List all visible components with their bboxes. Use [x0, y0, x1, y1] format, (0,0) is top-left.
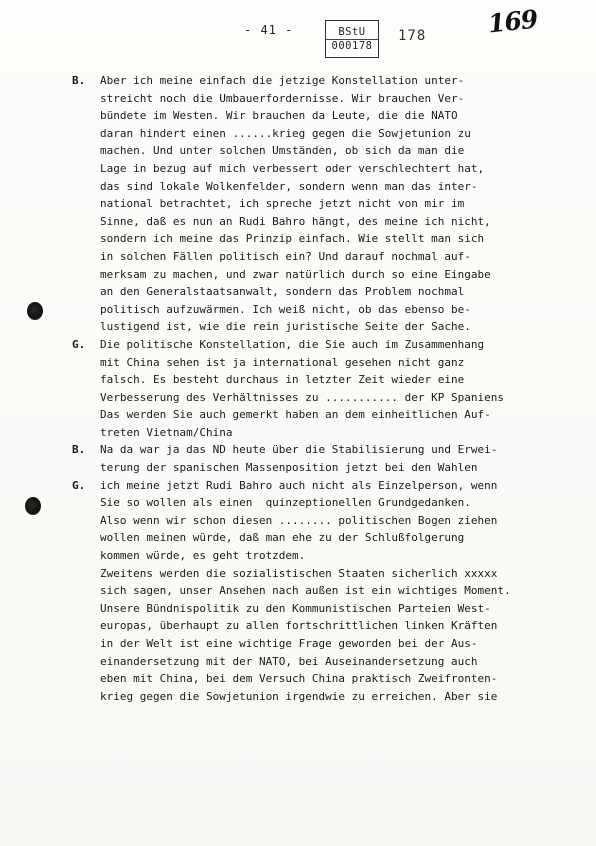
line-text: Aber ich meine einfach die jetzige Konstellation unter- — [100, 74, 465, 87]
line-text: Das werden Sie auch gemerkt haben an dem einheitlichen Auf- — [100, 408, 491, 422]
transcript-line — [76, 213, 526, 231]
line-text: eben mit China, bei dem Versuch China praktisch Zweifronten- — [100, 672, 498, 686]
transcript-line — [76, 617, 526, 635]
transcript-line — [76, 406, 526, 424]
transcript-line — [76, 248, 526, 266]
speaker-label: B. — [72, 443, 86, 457]
transcript-line — [76, 371, 526, 389]
page-number: - 41 - — [244, 23, 294, 37]
transcript-line — [76, 670, 526, 688]
line-text: merksam zu machen, und zwar natürlich durch so eine Eingabe — [100, 267, 491, 281]
transcript-line — [72, 72, 526, 90]
line-text: das sind lokale Wolkenfelder, sondern wenn man das inter- — [100, 179, 478, 193]
line-text: Lage in bezug auf mich verbessert oder verschlechtert hat, — [100, 161, 485, 175]
line-text: Zweitens werden die sozialistischen Staaten sicherlich xxxxx — [100, 566, 498, 580]
line-text: terung der spanischen Massenposition jetzt bei den Wahlen — [100, 461, 478, 475]
transcript-line — [76, 529, 526, 547]
transcript-line — [76, 635, 526, 653]
line-text: an den Generalstaatsanwalt, sondern das Problem nochmal — [100, 285, 465, 299]
transcript-line — [72, 441, 526, 459]
line-text: Also wenn wir schon diesen ........ politischen Bogen ziehen — [100, 513, 498, 527]
line-text: politisch aufzuwärmen. Ich weiß nicht, ob das ebenso be- — [100, 302, 471, 316]
transcript-line — [76, 582, 526, 600]
transcript-line — [76, 178, 526, 196]
transcript-line — [76, 653, 526, 671]
transcript-line — [76, 354, 526, 372]
transcript-line — [76, 160, 526, 178]
line-text: europas, überhaupt zu allen fortschrittlichen linken Kräften — [100, 619, 498, 633]
line-text: daran hindert einen ......krieg gegen die Sowjetunion zu — [100, 126, 471, 140]
transcript-line — [76, 125, 526, 143]
line-text: Die politische Konstellation, die Sie auch im Zusammenhang — [100, 337, 485, 351]
line-text: krieg gegen die Sowjetunion irgendwie zu erreichen. Aber sie — [100, 689, 498, 703]
transcript-line — [76, 565, 526, 583]
line-text: lustigend ist, wie die rein juristische Seite der Sache. — [100, 320, 471, 334]
line-text: Sie so wollen als einen quinzeptionellen Grundgedanken. — [100, 496, 471, 510]
line-text: ich meine jetzt Rudi Bahro auch nicht als Einzelperson, wenn — [100, 478, 498, 492]
line-text: Na da war ja das ND heute über die Stabilisierung und Erwei- — [100, 443, 498, 457]
transcript-line — [76, 195, 526, 213]
line-text: in der Welt ist eine wichtige Frage geworden bei der Aus- — [100, 637, 478, 650]
line-text: in solchen Fällen politisch ein? Und darauf nochmal auf- — [100, 249, 471, 263]
transcript-line — [76, 230, 526, 248]
line-text: einandersetzung mit der NATO, bei Auseinandersetzung auch — [100, 654, 478, 668]
line-text: mit China sehen ist ja international gesehen nicht ganz — [100, 355, 465, 369]
transcript-line — [76, 459, 526, 477]
line-text: Unsere Bündnispolitik zu den Kommunistischen Parteien West- — [100, 601, 491, 615]
transcript-line — [76, 512, 526, 530]
stamp-number: 000178 — [331, 39, 373, 52]
speaker-label: G. — [72, 337, 86, 351]
line-text: kommen würde, es geht trotzdem. — [100, 549, 306, 563]
transcript-line — [76, 301, 526, 319]
line-text: treten Vietnam/China — [100, 425, 233, 439]
transcript-line — [76, 389, 526, 407]
transcript-line — [76, 424, 526, 442]
transcript-line — [76, 90, 526, 108]
speaker-label: B. — [72, 74, 86, 87]
transcript-line — [76, 600, 526, 618]
line-text: streicht noch die Umbauerfordernisse. Wir brauchen Ver- — [100, 91, 465, 105]
line-text: bündete im Westen. Wir brauchen da Leute, die die NATO — [100, 109, 458, 123]
punch-hole-icon — [25, 497, 41, 515]
line-text: sondern ich meine das Prinzip einfach. Wie stellt man sich — [100, 232, 485, 246]
punch-hole-icon — [27, 302, 43, 320]
line-text: Sinne, daß es nun an Rudi Bahro hängt, des meine ich nicht, — [100, 214, 491, 228]
transcript-line — [76, 688, 526, 706]
line-text: machen. Und unter solchen Umständen, ob sich da man die — [100, 144, 465, 158]
line-text: falsch. Es besteht durchaus in letzter Zeit wieder eine — [100, 373, 465, 387]
transcript-line — [76, 266, 526, 284]
stamp-agency: BStU — [326, 26, 378, 40]
transcript-line — [76, 494, 526, 512]
line-text: wollen meinen würde, daß man ehe zu der Schlußfolgerung — [100, 531, 465, 545]
transcript-line — [76, 283, 526, 301]
line-text: national betrachtet, ich spreche jetzt nicht von mir im — [100, 197, 465, 211]
folio-number-typed: 178 — [398, 28, 427, 44]
transcript-line — [72, 336, 526, 354]
transcript-line — [76, 547, 526, 565]
line-text: Verbesserung des Verhältnisses zu ........... der KP Spaniens — [100, 390, 504, 404]
folio-number-handwritten: 169 — [486, 4, 539, 39]
transcript-line — [72, 477, 526, 495]
transcript-body — [72, 72, 526, 705]
archive-stamp — [325, 20, 379, 58]
line-text: sich sagen, unser Ansehen nach außen ist ein wichtiges Moment. — [100, 584, 511, 598]
transcript-line — [76, 107, 526, 125]
transcript-line — [76, 318, 526, 336]
speaker-label: G. — [72, 478, 86, 492]
transcript-line — [76, 142, 526, 160]
